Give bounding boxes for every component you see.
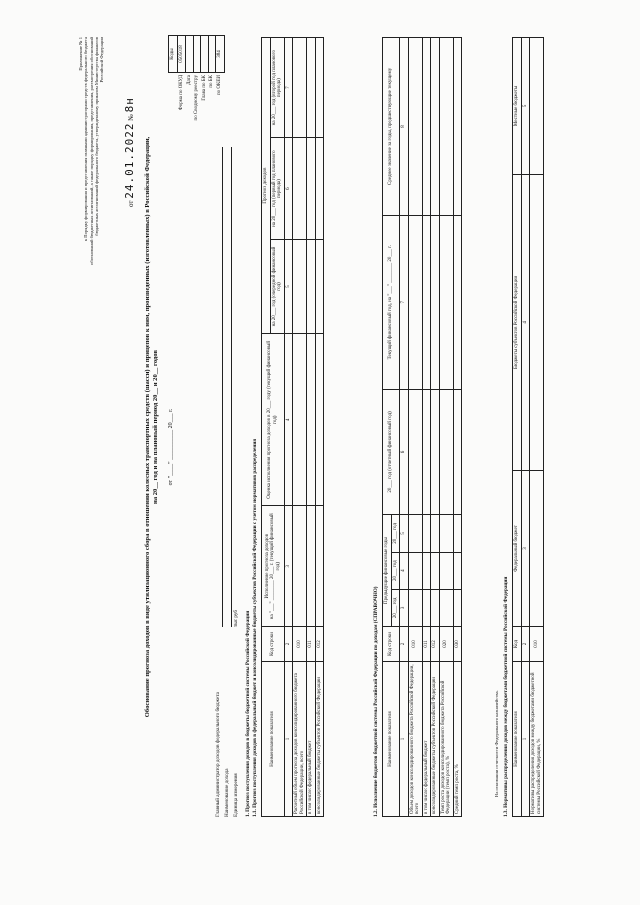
col-num: 3	[521, 471, 530, 627]
col-num: 1	[400, 662, 409, 817]
row-name: консолидированные бюджеты субъектов Российской Федерации	[315, 662, 324, 817]
col-num: 3	[284, 506, 293, 627]
row-code: 012	[431, 627, 440, 662]
section13-title: 1.3. Нормативы распределения доходов между бюджетами бюджетной системы Российской Федерации	[503, 576, 509, 817]
section12-title: 1.2. Исполнение бюджетов бюджетной системы Российской Федерации по доходам (СПРАВОЧНО)	[373, 586, 379, 817]
col-num: 7	[400, 215, 409, 389]
code-value: 0505018	[177, 36, 186, 73]
col-num: 5	[521, 38, 530, 175]
col-y1: 20___ год	[391, 589, 400, 626]
distribution-table	[512, 37, 544, 817]
title-date-line: от "____" __________ 20___ г.	[168, 408, 174, 486]
appendix-block	[78, 37, 104, 267]
row-name: Темп роста доходов консолидированного бюджета Российской Федерации (темп роста), %	[439, 662, 453, 817]
col-num: 8	[400, 38, 409, 216]
table-row	[439, 38, 453, 817]
col-f1: на 20___ год (очередной финансовый год)	[270, 239, 284, 333]
col-num: 1	[521, 662, 530, 817]
title-line-2: на 20__ год и на плановый период 20__ и 20__ годов	[151, 350, 159, 504]
row-code: 020	[439, 627, 453, 662]
income-label: Наименование дохода	[224, 768, 230, 817]
code-value	[193, 36, 201, 73]
col-code: Код строки	[262, 627, 285, 662]
unit-label: Единица измерения	[233, 773, 239, 817]
section1-subtitle: 1.1. Прогноз поступления доходов в федеральный бюджет и консолидированные бюджеты субъектов Российской Федерации с учетом нормативов распределения	[252, 438, 258, 817]
col-num: 7	[284, 38, 293, 138]
table-row	[408, 38, 422, 817]
code-value	[186, 36, 194, 73]
appendix-line: Приложение № 1	[78, 37, 83, 71]
row-code: 030	[453, 627, 462, 662]
code-label: по Сводному реестру	[194, 75, 199, 121]
table-row	[307, 38, 316, 817]
col-exec	[262, 506, 285, 627]
number-prefix: №	[127, 114, 135, 121]
admin-label: Главный администратор доходов федерального бюджета	[215, 692, 221, 817]
code-label: Дата	[186, 75, 192, 85]
income-line	[231, 147, 232, 627]
row-name: Расчетный объем прогноза доходов консолидированного бюджета Российской Федерации, всего	[293, 662, 307, 817]
appendix-line: к Порядку формирования и представления главными администраторами средств федерального бюджета	[83, 37, 89, 242]
row-code: 011	[422, 627, 431, 662]
number-stamp: 8н	[123, 97, 136, 113]
admin-line	[222, 147, 223, 627]
row-code: 011	[307, 627, 316, 662]
table-row	[315, 38, 324, 817]
col-est: Оценка исполнения прогноза доходов в 20___ году (текущий финансовый год)	[262, 334, 285, 506]
col-f2: на 20___ год (первый год планового периода)	[270, 138, 284, 240]
col-num: 4	[400, 552, 409, 589]
col-num: 4	[284, 334, 293, 506]
col-num: 2	[284, 627, 293, 662]
forecast-table	[261, 37, 324, 817]
table-row	[530, 38, 544, 817]
col-y2: 20___ год	[391, 552, 400, 589]
col-name: Наименование показателя	[383, 662, 400, 817]
col-code: Код строки	[383, 627, 400, 662]
table-row	[453, 38, 462, 817]
col-forecast: Прогноз доходов	[262, 38, 271, 334]
appendix-line: обоснований бюджетных ассигнований, а также порядку формирования, представления, рассмотрения обоснований	[88, 37, 94, 265]
code-value: 384	[216, 36, 225, 73]
code-label: по БК	[209, 75, 214, 88]
row-code: 010	[293, 627, 307, 662]
col-num: 6	[284, 138, 293, 240]
col-name: Наименование показателя	[262, 662, 285, 817]
row-code: 010	[408, 627, 422, 662]
code-label: по ОКЕИ	[217, 75, 222, 96]
col-num: 1	[284, 662, 293, 817]
codes-table	[168, 35, 225, 127]
codes-header: Коды	[169, 36, 178, 73]
table-row	[293, 38, 307, 817]
appendix-date-line	[124, 37, 137, 207]
col-exec-sub: на "___" ________ 20___ г. (текущий финансовый год)	[270, 513, 281, 620]
unit-value: тыс руб	[233, 609, 239, 627]
title-line-1: Обоснование прогноза доходов в виде утилизационного сбора в отношении колесных транспортных средств (шасси) и прицепов к ним, произведенных (изготовленных) в Российской Федерации,	[144, 136, 151, 718]
section1-title: 1. Прогноз поступления доходов в бюджеты бюджетной системы Российской Федерации	[245, 610, 251, 817]
col-num: 5	[284, 239, 293, 333]
code-label: Форма по ОКУД	[178, 75, 184, 111]
row-code: 010	[530, 627, 544, 662]
row-name: в том числе: федеральный бюджет	[307, 662, 316, 817]
appendix-line: бюджетных ассигнований федерального бюджета, утвержденному приказом Министерства финансов	[93, 37, 99, 236]
col-num: 2	[521, 627, 530, 662]
row-name: Нормативы распределения доходов между бюджетами бюджетной системы Российской Федерации, %	[530, 662, 544, 817]
col-cur: 20___ год (отчетный финансовый год)	[383, 389, 400, 515]
col-cur2: Текущий финансовый год, на "___" ________ 20___ г.	[383, 215, 400, 389]
appendix-line: Российской Федерации	[99, 37, 105, 83]
execution-table	[382, 37, 462, 817]
row-name: консолидированные бюджеты субъектов Российской Федерации	[431, 662, 440, 817]
col-fed: Федеральный бюджет	[513, 471, 522, 627]
col-code: Код	[513, 627, 522, 662]
row-name: Средний темп роста, %	[453, 662, 462, 817]
row-code: 012	[315, 627, 324, 662]
col-name: Наименование показателя	[513, 662, 522, 817]
col-num: 4	[521, 174, 530, 470]
date-prefix: от	[127, 200, 135, 207]
rotated-document	[76, 27, 546, 827]
table-row	[431, 38, 440, 817]
code-value	[201, 36, 209, 73]
footnote: На основании отчетности Федерального казначейства.	[494, 690, 499, 797]
date-stamp: 24.01.2022	[123, 122, 136, 199]
col-num: 2	[400, 627, 409, 662]
col-local: Местные бюджеты	[513, 38, 522, 175]
col-avg: Среднее значение за годы, предшествующие текущему	[383, 38, 400, 216]
col-num: 5	[400, 515, 409, 552]
col-num: 3	[400, 589, 409, 626]
code-label: Глава по БК	[201, 75, 207, 101]
col-subj: Бюджеты субъектов Российской Федерации	[513, 174, 522, 470]
row-name: в том числе: федеральный бюджет	[422, 662, 431, 817]
col-f3: на 20___ год (второй год планового периода)	[270, 38, 284, 138]
col-y3: 20___ год	[391, 515, 400, 552]
code-value	[208, 36, 216, 73]
col-num: 6	[400, 389, 409, 515]
col-prev: Предыдущие финансовые годы	[383, 515, 392, 627]
col-exec-title: Исполнение прогноза доходов	[264, 533, 270, 599]
document-title	[144, 37, 159, 817]
row-name: Объем доходов консолидированного бюджета Российской Федерации, всего	[408, 662, 422, 817]
table-row	[422, 38, 431, 817]
